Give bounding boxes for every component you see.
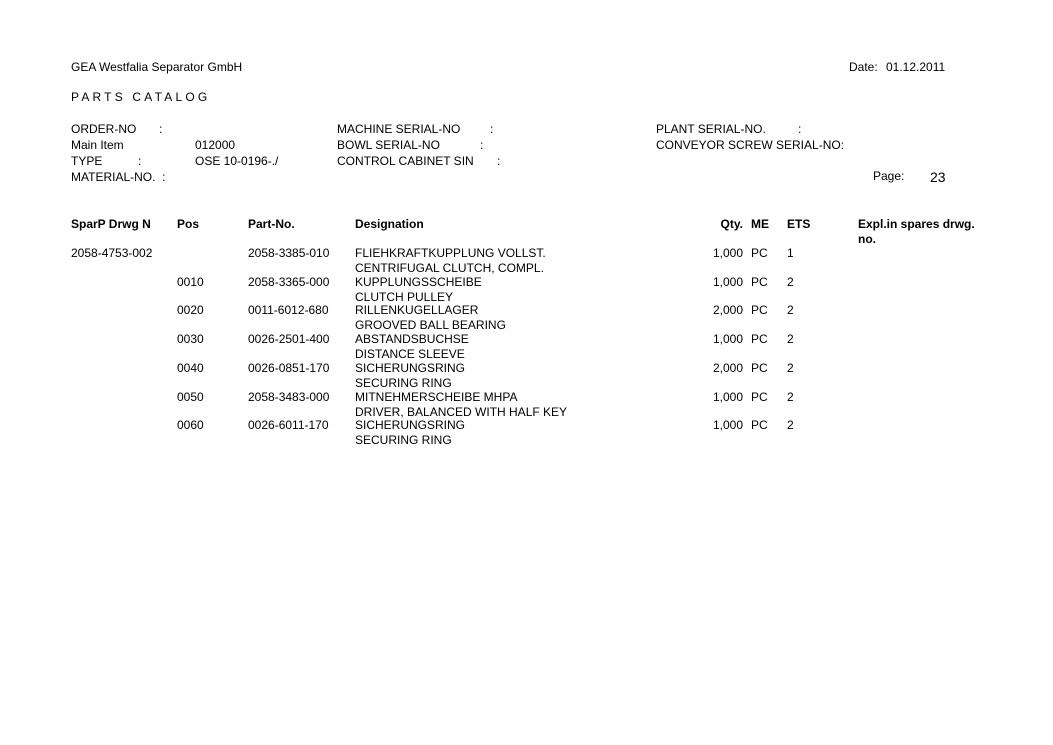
cell-designation-de: RILLENKUGELLAGER [355,303,479,317]
date-value: 01.12.2011 [886,60,946,74]
cell-ets: 2 [787,275,794,289]
cell-qty: 2,000 [712,361,743,375]
control-cabinet-label: CONTROL CABINET SIN [337,154,474,168]
cell-pos: 0030 [177,332,204,346]
cell-me: PC [751,390,768,404]
cell-designation-de: ABSTANDSBUCHSE [355,332,469,346]
order-no-colon: : [159,122,163,136]
cell-pos: 0060 [177,418,204,432]
col-header-expl-line2: no. [858,232,876,246]
cell-part-no: 0026-2501-400 [248,332,330,346]
cell-designation-en: SECURING RING [355,433,452,447]
col-header-ets: ETS [787,217,811,231]
cell-ets: 2 [787,390,794,404]
col-header-pos: Pos [177,217,200,231]
cell-sparp: 2058-4753-002 [71,246,153,260]
cell-qty: 1,000 [712,332,743,346]
col-header-designation: Designation [355,217,424,231]
type-label: TYPE [71,154,103,168]
type-value: OSE 10-0196-./ [195,154,279,168]
machine-serial-label: MACHINE SERIAL-NO [337,122,461,136]
cell-designation-en: CLUTCH PULLEY [355,290,454,304]
cell-part-no: 0026-6011-170 [248,418,329,432]
cell-ets: 2 [787,303,794,317]
order-no-label: ORDER-NO [71,122,137,136]
cell-qty: 1,000 [712,246,743,260]
cell-pos: 0040 [177,361,204,375]
conveyor-screw-label: CONVEYOR SCREW SERIAL-NO: [656,138,845,152]
cell-designation-de: KUPPLUNGSSCHEIBE [355,275,482,289]
plant-serial-label: PLANT SERIAL-NO. [656,122,766,136]
cell-qty: 1,000 [712,390,743,404]
cell-designation-de: SICHERUNGSRING [355,418,466,432]
cell-pos: 0020 [177,303,204,317]
cell-qty: 1,000 [712,418,743,432]
cell-me: PC [751,361,768,375]
cell-qty: 1,000 [712,275,743,289]
cell-part-no: 0026-0851-170 [248,361,330,375]
material-no-label: MATERIAL-NO. : [71,170,166,184]
col-header-sparp: SparP Drwg N [71,217,151,231]
cell-me: PC [751,332,768,346]
cell-designation-en: DRIVER, BALANCED WITH HALF KEY [355,405,568,419]
cell-part-no: 2058-3483-000 [248,390,330,404]
cell-designation-en: SECURING RING [355,376,452,390]
cell-ets: 2 [787,332,794,346]
cell-designation-en: CENTRIFUGAL CLUTCH, COMPL. [355,261,544,275]
date-label: Date: [849,60,878,74]
cell-part-no: 2058-3385-010 [248,246,330,260]
col-header-qty: Qty. [720,217,743,231]
type-colon: : [138,154,142,168]
cell-me: PC [751,418,768,432]
plant-serial-colon: : [798,122,802,136]
bowl-serial-colon: : [480,138,484,152]
main-item-label: Main Item [71,138,124,152]
cell-designation-de: MITNEHMERSCHEIBE MHPA [355,390,518,404]
cell-qty: 2,000 [712,303,743,317]
cell-part-no: 0011-6012-680 [248,303,329,317]
cell-me: PC [751,246,768,260]
cell-designation-de: FLIEHKRAFTKUPPLUNG VOLLST. [355,246,546,260]
cell-part-no: 2058-3365-000 [248,275,330,289]
col-header-part-no: Part-No. [248,217,295,231]
bowl-serial-label: BOWL SERIAL-NO [337,138,440,152]
page-label: Page: [873,169,905,183]
cell-pos: 0050 [177,390,204,404]
main-item-value: 012000 [195,138,236,152]
cell-ets: 1 [787,246,794,260]
cell-me: PC [751,275,768,289]
cell-designation-en: GROOVED BALL BEARING [355,318,506,332]
cell-ets: 2 [787,361,794,375]
company-name: GEA Westfalia Separator GmbH [71,60,243,74]
page-number: 23 [930,169,946,185]
machine-serial-colon: : [490,122,494,136]
page-title: PARTS CATALOG [71,90,211,104]
control-cabinet-colon: : [497,154,501,168]
cell-ets: 2 [787,418,794,432]
col-header-expl: Expl.in spares drwg. [858,217,975,231]
cell-me: PC [751,303,768,317]
col-header-me: ME [751,217,769,231]
cell-pos: 0010 [177,275,204,289]
cell-designation-en: DISTANCE SLEEVE [355,347,465,361]
cell-designation-de: SICHERUNGSRING [355,361,466,375]
